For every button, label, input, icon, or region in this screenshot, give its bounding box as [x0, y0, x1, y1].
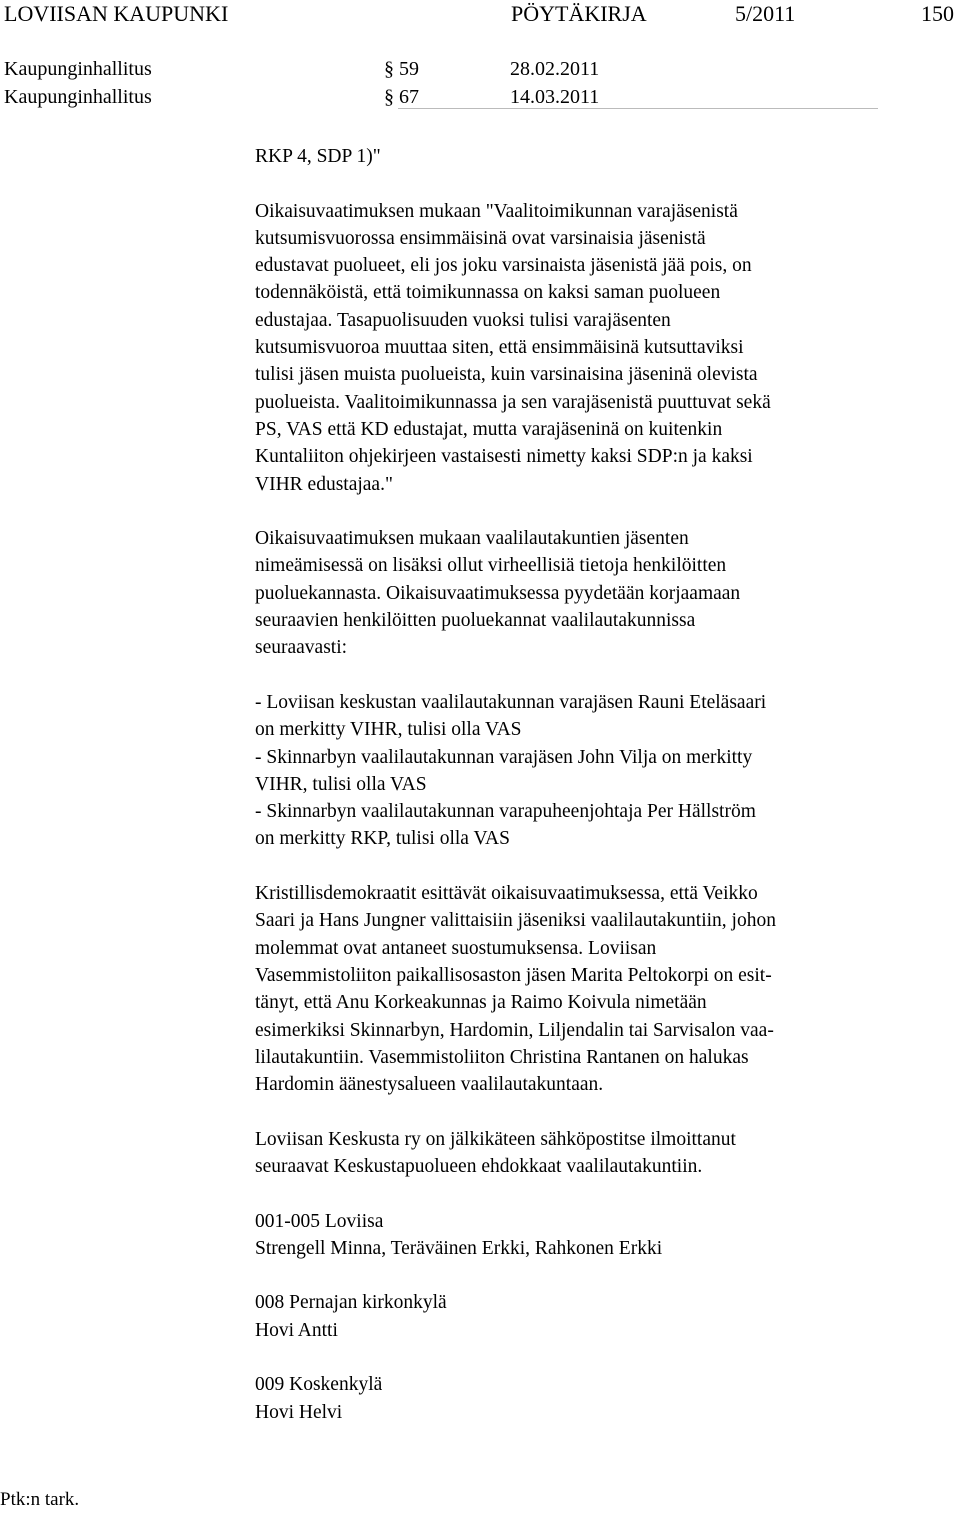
party-distribution-line: RKP 4, SDP 1)" [255, 146, 381, 167]
appeal-paragraph-committee: Oikaisuvaatimuksen mukaan "Vaalitoimikunnan varajäsenistä kutsumisvuorossa ensimmäisinä ovat varsinaisia jäsenistä edustavat puolueet, eli jos joku varsinaista jäsenistä jää pois, on todennäköistä, että toimikunnassa on kaksi saman puolueen edustajaa. Tasapuolisuuden vuoksi tulisi varajäsenten kutsumisvuoroa muuttaa siten, että ensimmäisinä kutsuttaviksi tulisi jäsen muista puolueista, kuin varsinaisina jäseninä olevista puolueista. Vaalitoimikunnassa ja sen varajäsenistä puuttuvat sekä PS, VAS että KD edustajat, mutta varajäseninä on kuitenkin Kuntaliiton ohjekirjeen vastaisesti nimetty kaksi SDP:n ja kaksi VIHR edustajaa." [255, 200, 771, 495]
meeting-date-1: 28.02.2011 [510, 58, 600, 80]
minutes-body [255, 143, 895, 1426]
page-number: 150 [921, 1, 954, 26]
meeting-body-2: Kaupunginhallitus [4, 86, 152, 108]
issue-number: 5/2011 [735, 1, 796, 26]
meeting-date-2: 14.03.2011 [510, 86, 600, 108]
city-name: LOVIISAN KAUPUNKI [4, 1, 229, 26]
district-001-005-entry: 001-005 Loviisa Strengell Minna, Teräväinen Erkki, Rahkonen Erkki [255, 1210, 663, 1259]
document-type: PÖYTÄKIRJA [511, 1, 647, 26]
district-009-entry: 009 Koskenkylä Hovi Helvi [255, 1374, 383, 1423]
meeting-body-1: Kaupunginhallitus [4, 58, 152, 80]
minutes-checker-note: Ptk:n tark. [0, 1489, 80, 1510]
meeting-section-2: § 67 [384, 86, 419, 108]
correction-list: - Loviisan keskustan vaalilautakunnan varajäsen Rauni Eteläsaari on merkitty VIHR, tulisi olla VAS - Skinnarbyn vaalilautakunnan varajäsen John Vilja on merkitty VIHR, tulisi olla VAS - Skinnarbyn vaalilautakunnan varapuheenjohtaja Per Hällström on merkitty RKP, tulisi olla VAS [255, 691, 767, 850]
header-divider [398, 108, 878, 109]
keskusta-notice-paragraph: Loviisan Keskusta ry on jälkikäteen sähköpostitse ilmoittanut seuraavat Keskustapuolueen ehdokkaat vaalilautakuntiin. [255, 1128, 736, 1177]
meeting-section-1: § 59 [384, 58, 419, 80]
candidate-proposals-paragraph: Kristillisdemokraatit esittävät oikaisuvaatimuksessa, että Veikko Saari ja Hans Jungner valittaisiin jäseniksi vaalilautakuntiin, johon molemmat ovat antaneet suostumuksensa. Loviisan Vasemmistoliiton paikallisosaston jäsen Marita Peltokorpi on esit- tänyt, että Anu Korkeakunnas ja Raimo Koivula nimetään esimerkiksi Skinnarbyn, Hardomin, Liljendalin tai Sarvisalon vaa- lilautakuntiin. Vasemmistoliiton Christina Rantanen on halukas Hardomin äänestysalueen vaalilautakuntaan. [255, 883, 776, 1096]
district-008-entry: 008 Pernajan kirkonkylä Hovi Antti [255, 1292, 447, 1341]
appeal-paragraph-party-affiliation: Oikaisuvaatimuksen mukaan vaalilautakuntien jäsenten nimeämisessä on lisäksi ollut virheellisiä tietoja henkilöitten puoluekannasta. Oikaisuvaatimuksessa pyydetään korjaamaan seuraavien henkilöitten puoluekannat vaalilautakunnissa seuraavasti: [255, 528, 741, 659]
